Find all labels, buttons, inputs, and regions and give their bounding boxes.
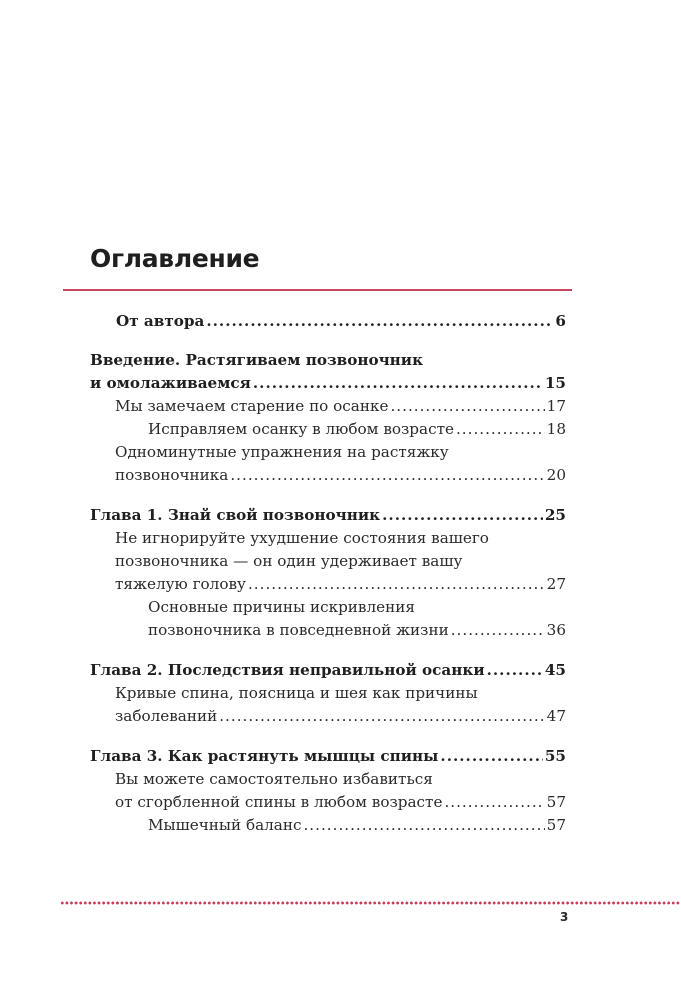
page-ref: 27 [546,575,566,593]
page-ref: 36 [546,621,566,639]
leader-dots [253,372,543,395]
leader-dots [303,814,544,837]
table-of-contents [91,310,566,837]
toc-entry[interactable]: От автора ..... 6 [91,310,566,333]
leader-dots [230,464,544,487]
toc-entry[interactable]: Введение. Растягиваем позвоночник и омолаживаемся ..... 15 [90,349,566,395]
leader-dots [382,504,543,527]
toc-entry[interactable]: Глава 1. Знай свой позвоночник ..... 25 [90,504,566,527]
toc-entry[interactable]: Основные причины искривления позвоночника в повседневной жизни ..... 36 [90,596,566,642]
leader-dots [390,395,544,418]
page-ref: 25 [544,506,566,524]
leader-dots [451,619,545,642]
toc-entry[interactable]: Кривые спина, поясница и шея как причины заболеваний ..... 47 [90,682,566,728]
leader-dots [248,573,545,596]
leader-dots [219,705,544,728]
page-ref: 57 [546,793,566,811]
toc-entry[interactable]: Исправляем осанку в любом возрасте ..... 18 [90,418,566,441]
page-title: Оглавление [90,244,260,273]
leader-dots [456,418,545,441]
page-number: 3 [560,910,569,924]
page-ref: 55 [544,747,566,765]
toc-entry[interactable]: Мышечный баланс ..... 57 [90,814,566,837]
page-ref: 45 [544,661,566,679]
heading-rule [63,289,572,291]
page-ref: 57 [546,816,566,834]
toc-entry[interactable]: Мы замечаем старение по осанке ..... 17 [90,395,566,418]
footer-dotted-rule [60,900,681,906]
page-ref: 15 [544,374,566,392]
toc-entry[interactable]: Не игнорируйте ухудшение состояния вашего позвоночника — он один удерживает вашу тяжелую голову ..... 27 [90,527,566,596]
page-ref: 6 [555,312,566,330]
toc-entry[interactable]: Глава 2. Последствия неправильной осанки ..... 45 [90,659,566,682]
leader-dots [440,745,542,768]
leader-dots [487,659,543,682]
page-ref: 47 [546,707,566,725]
leader-dots [206,310,553,333]
page-ref: 18 [546,420,566,438]
toc-entry[interactable]: Одноминутные упражнения на растяжку позвоночника ..... 20 [90,441,566,487]
page-ref: 20 [546,466,566,484]
page-ref: 17 [546,397,566,415]
toc-entry[interactable]: Глава 3. Как растянуть мышцы спины ..... 55 [90,745,566,768]
toc-entry[interactable]: Вы можете самостоятельно избавиться от сгорбленной спины в любом возрасте ..... 57 [90,768,566,814]
leader-dots [444,791,544,814]
